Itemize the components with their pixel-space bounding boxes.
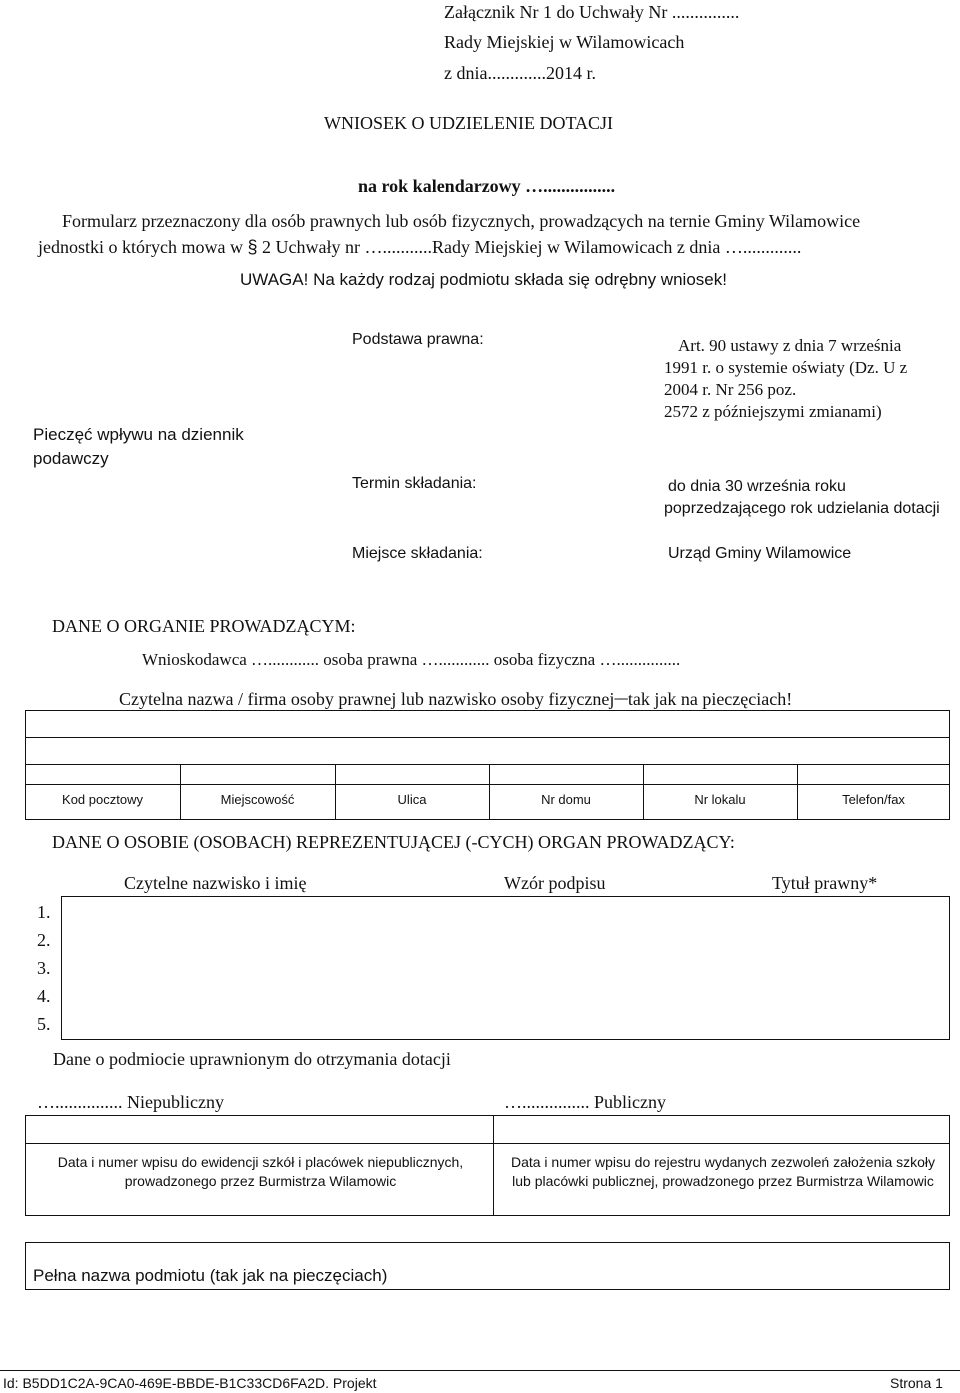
council-line: Rady Miejskiej w Wilamowicach [444,32,685,52]
deadline-value [664,476,940,520]
name-hint: Czytelna nazwa / firma osoby prawnej lub nazwisko osoby fizycznej ̶ ̶ tak jak na pieczęciach! [119,689,793,709]
entity-heading: Dane o podmiocie uprawnionym do otrzymania dotacji [53,1049,451,1069]
address-col-city: Miejscowość [220,792,295,807]
section-sign: § [247,237,258,257]
organ-heading: DANE O ORGANIE PROWADZĄCYM: [52,616,356,636]
legal-basis-line: Art. 90 ustawy z dnia 7 września [678,336,902,355]
warning-text: Na każdy rodzaj podmiotu składa się odrębny wniosek! [313,270,727,289]
organ-name-field-1[interactable] [25,710,950,738]
rep-number: 4. [37,986,51,1006]
rep-col-title: Tytuł prawny* [772,873,878,893]
representatives-table[interactable] [61,896,950,1040]
legal-basis-line: 2572 z późniejszymi zmianami) [664,402,882,421]
deadline-label: Termin składania: [352,475,477,492]
legal-basis-label: Podstawa prawna: [352,331,484,348]
address-col-phone: Telefon/fax [842,792,905,807]
intro-line-2b: 2 Uchwały nr …...........Rady Miejskiej w Wilamowicach z dnia …............. [262,237,802,257]
address-col-postal: Kod pocztowy [62,792,143,807]
deadline-line: do dnia 30 września roku [668,478,846,495]
place-label: Miejsce składania: [352,545,483,562]
warning-label: UWAGA! [240,270,309,289]
attachment-line: Załącznik Nr 1 do Uchwały Nr ............... [444,2,740,22]
date-line: z dnia.............2014 r. [444,63,596,83]
footer-page: Strona 1 [890,1375,943,1391]
place-value: Urząd Gminy Wilamowice [668,545,852,562]
applicant-line: Wnioskodawca …............ osoba prawna …............ osoba fizyczna …............... [142,650,681,669]
document-title: WNIOSEK O UDZIELENIE DOTACJI [324,113,614,133]
year-line: na rok kalendarzowy …................ [358,176,616,196]
representatives-heading: DANE O OSOBIE (OSOBACH) REPREZENTUJĄCEJ (-CYCH) ORGAN PROWADZĄCY: [52,832,735,852]
footer-id: Id: B5DD1C2A-9CA0-469E-BBDE-B1C33CD6FA2D. Projekt [3,1375,377,1391]
address-col-house: Nr domu [541,792,591,807]
option-nonpublic[interactable]: …............... Niepubliczny [37,1092,224,1112]
legal-basis-line: 1991 r. o systemie oświaty (Dz. U z [664,358,908,377]
intro-line-2a: jednostki o których mowa w [38,237,243,257]
rep-number: 3. [37,958,51,978]
intro-line-2 [38,237,801,258]
legal-basis-line: 2004 r. Nr 256 poz. [664,380,797,399]
intro-line-1: Formularz przeznaczony dla osób prawnych lub osób fizycznych, prowadzących na ternie Gminy Wilamowice [62,211,861,231]
rep-number: 1. [37,902,51,922]
rep-number: 5. [37,1014,51,1034]
option-public[interactable]: …............... Publiczny [504,1092,666,1112]
organ-name-field-2[interactable] [25,737,950,765]
rep-col-name: Czytelne nazwisko i imię [124,873,307,893]
full-name-label: Pełna nazwa podmiotu (tak jak na pieczęciach) [33,1266,388,1285]
rep-col-signature: Wzór podpisu [504,873,606,893]
public-registry-field[interactable]: Data i numer wpisu do rejestru wydanych zezwoleń założenia szkoły lub placówki publicznej, prowadzonego przez Burmistrza Wilamowic [510,1154,936,1189]
stamp-label: Pieczęć wpływu na dziennik podawczy [33,425,244,468]
address-col-apartment: Nr lokalu [694,792,746,807]
deadline-line: poprzedzającego rok udzielania dotacji [664,500,940,517]
legal-basis-value [664,335,907,423]
address-col-street: Ulica [397,792,427,807]
rep-number: 2. [37,930,51,950]
nonpublic-registry-field[interactable]: Data i numer wpisu do ewidencji szkół i placówek niepublicznych, prowadzonego przez Burmistrza Wilamowic [57,1154,464,1189]
warning-line [240,270,727,290]
